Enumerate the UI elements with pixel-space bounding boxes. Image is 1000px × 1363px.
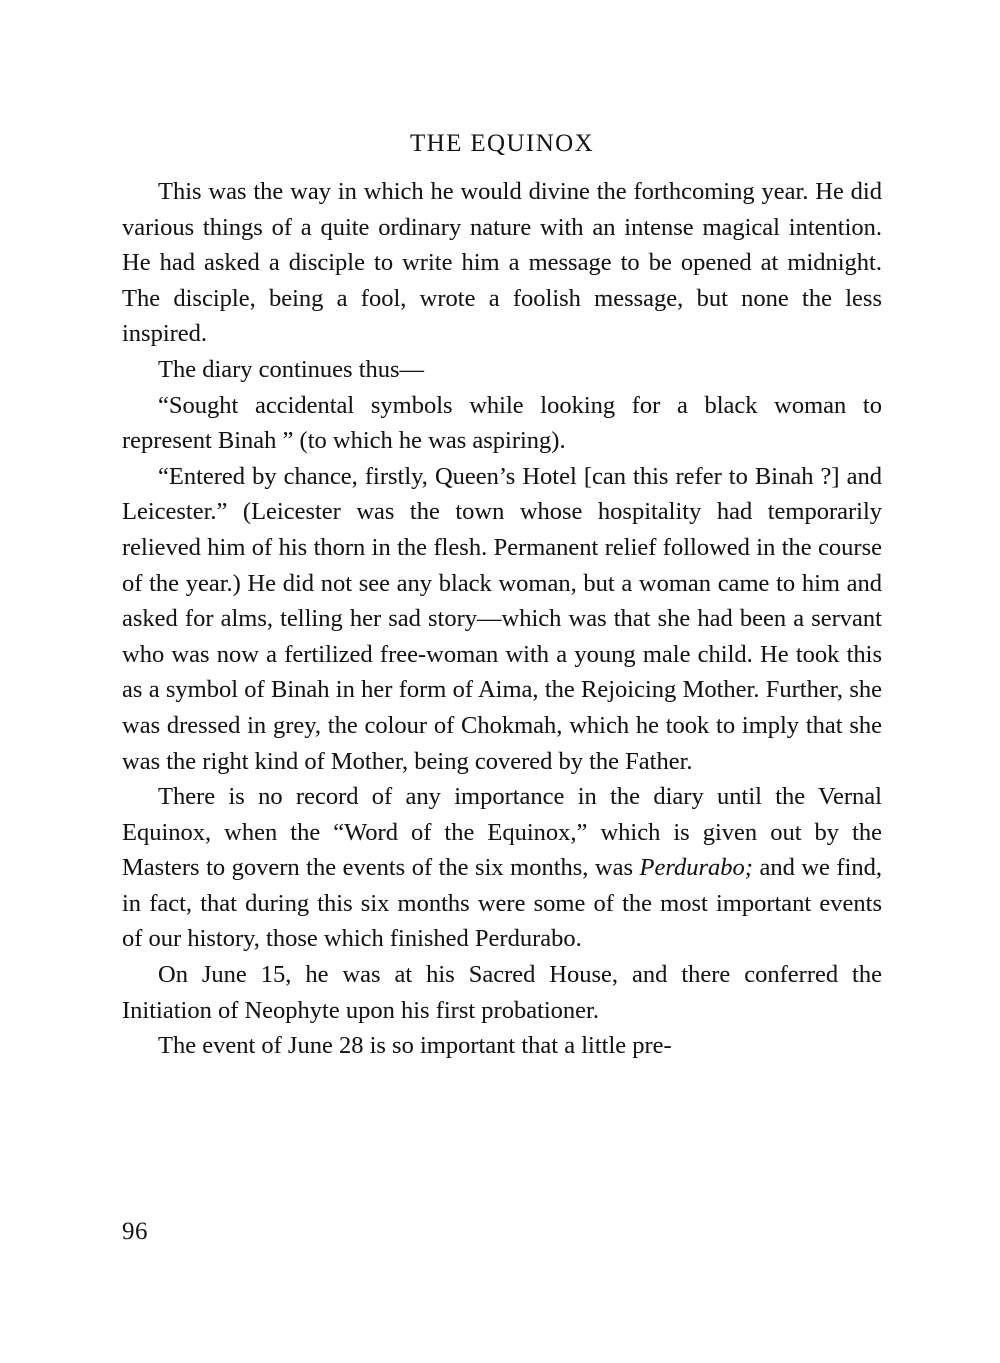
paragraph-5-part-2: and we find, in fact, that during this six months were some of the most important events of our history, those which finished Perdurabo. — [122, 854, 882, 953]
paragraph-2: The diary continues thus— — [158, 355, 425, 383]
paragraph-3: “Sought accidental symbols while looking for a black woman to represent Binah ” (to which he was aspiring). — [122, 391, 882, 455]
paragraph-4: “Entered by chance, firstly, Queen’s Hotel [can this refer to Binah ?] and Leicester.” (Leicester was the town whose hospitality had temporarily relieved him of his thorn in the flesh. Permanent relief followed in the course of the year.) He did not see any black woman, but a woman came to him and asked for alms, telling her sad story—which was that she had been a servant who was now a fertilized free-woman with a young male child. He took this as a symbol of Binah in her form of Aima, the Rejoicing Mother. Further, she was dressed in grey, the colour of Chokmah, which he took to imply that she was the right kind of Mother, being covered by the Father. — [122, 462, 882, 775]
paragraph-5 — [122, 779, 882, 957]
running-head: THE EQUINOX — [409, 130, 595, 157]
paragraph-1: This was the way in which he would divine the forthcoming year. He did various things of a quite ordinary nature with an intense magical intention. He had asked a disciple to write him a message to be opened at midnight. The disciple, being a fool, wrote a foolish message, but none the less inspired. — [122, 178, 882, 348]
page-number: 96 — [122, 1218, 148, 1245]
paragraph-6: On June 15, he was at his Sacred House, and there conferred the Initiation of Neophyte upon his first probationer. — [122, 961, 882, 1024]
page-text-block — [122, 130, 882, 1064]
paragraph-7: The event of June 28 is so important that a little pre- — [158, 1032, 672, 1060]
paragraph-5-part-1: There is no record of any importance in the diary until the Vernal Equinox, when the “Word of the Equinox,” which is given out by the Masters to govern the events of the six months, was — [122, 783, 882, 882]
paragraph-5-italic-word: Perdurabo; — [639, 854, 753, 882]
